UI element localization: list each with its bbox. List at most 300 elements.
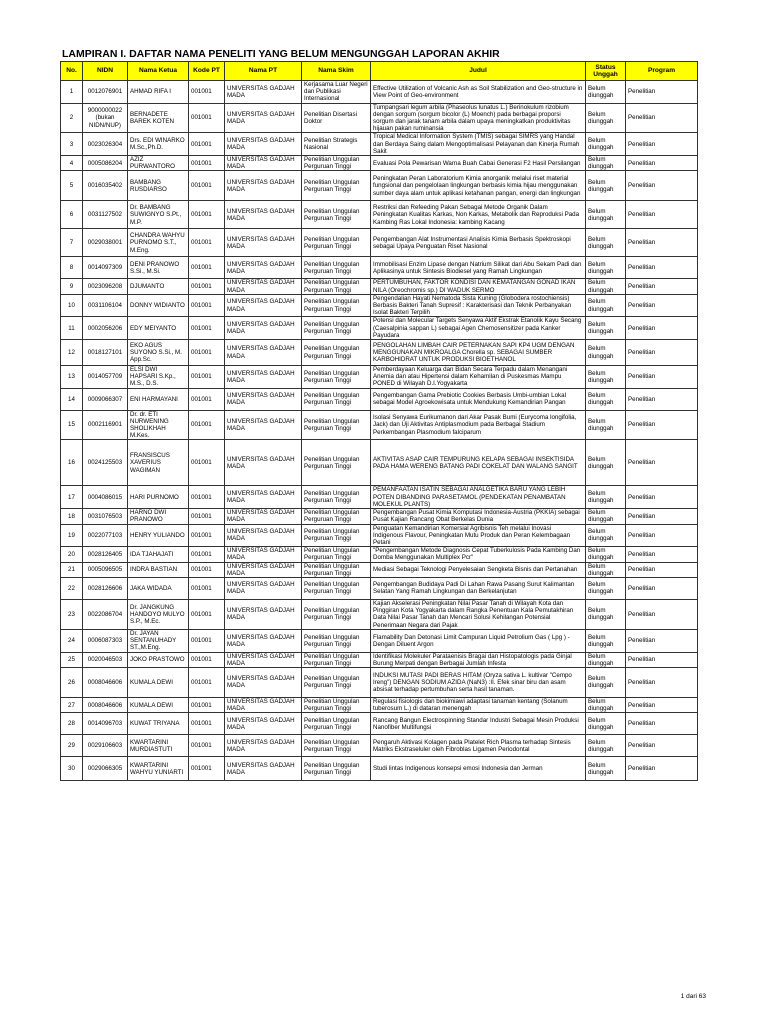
cell-nama-ketua: Dr. JANGKUNG HANDOYO MULYO S.P., M.Ec. — [128, 599, 189, 629]
cell-nama-skim: Penelitian Unggulan Perguruan Tinggi — [302, 697, 371, 712]
cell-kode-pt: 001001 — [189, 317, 225, 340]
cell-nidn: 0028126606 — [83, 577, 128, 599]
cell-nama-ketua: DENI PRANOWO S.Si., M.Si. — [128, 257, 189, 279]
cell-status: Belum diunggah — [586, 652, 626, 667]
cell-judul: Evaluasi Pola Pewarisan Warna Buah Cabai Generasi F2 Hasil Persilangan — [371, 156, 586, 171]
table-row — [61, 340, 698, 366]
table-row — [61, 81, 698, 104]
cell-kode-pt: 001001 — [189, 229, 225, 257]
cell-kode-pt: 001001 — [189, 294, 225, 317]
cell-nidn: 0023096208 — [83, 279, 128, 294]
table-row — [61, 171, 698, 201]
table-row — [61, 524, 698, 547]
cell-nidn: 9000000022 (bukan NIDN/NUP) — [83, 103, 128, 133]
cell-program: Penelitian — [626, 697, 698, 712]
cell-nama-ketua: HARI PURNOMO — [128, 486, 189, 509]
cell-no: 1 — [61, 81, 83, 104]
cell-no: 13 — [61, 366, 83, 389]
cell-no: 19 — [61, 524, 83, 547]
cell-no: 27 — [61, 697, 83, 712]
cell-status: Belum diunggah — [586, 757, 626, 781]
cell-no: 16 — [61, 440, 83, 486]
cell-nama-ketua: EKO AGUS SUYONO S.Si., M. App.Sc. — [128, 340, 189, 366]
cell-status: Belum diunggah — [586, 562, 626, 577]
cell-nama-skim: Penelitian Disertasi Doktor — [302, 103, 371, 133]
cell-judul: Immobilisasi Enzim Lipase dengan Natrium Silikat dari Abu Sekam Padi dan Aplikasinya untuk Sintesis Biodiesel yang Ramah Lingkungan — [371, 257, 586, 279]
cell-judul: Rancang Bangun Electrospinning Standar Industri Sebagai Mesin Produksi Nanofiber Multifungsi — [371, 713, 586, 735]
cell-judul: Pengembangan Budidaya Padi Di Lahan Rawa Pasang Surut Kalimantan Selatan Yang Ramah Lingkungan dan Berkelanjutan — [371, 577, 586, 599]
cell-no: 4 — [61, 156, 83, 171]
cell-program: Penelitian — [626, 103, 698, 133]
cell-nama-pt: UNIVERSITAS GADJAH MADA — [225, 81, 302, 104]
cell-status: Belum diunggah — [586, 629, 626, 652]
cell-nama-pt: UNIVERSITAS GADJAH MADA — [225, 388, 302, 410]
cell-program: Penelitian — [626, 366, 698, 389]
cell-nidn: 0024125503 — [83, 440, 128, 486]
cell-nidn: 0014057709 — [83, 366, 128, 389]
cell-nidn: 0031106104 — [83, 294, 128, 317]
cell-program: Penelitian — [626, 81, 698, 104]
cell-nama-ketua: IDA TJAHAJATI — [128, 547, 189, 562]
cell-kode-pt: 001001 — [189, 340, 225, 366]
cell-judul: Isolasi Senyawa Eurikumanon dari Akar Pasak Bumi (Eurycoma longifolia, Jack) dan Uji Aktivitas Antiplasmodium pada Berbagai Stadium Perkembangan Plasmodium falciparum — [371, 410, 586, 440]
cell-judul: INDUKSI MUTASI PADI BERAS HITAM (Oryza sativa L. kultivar "Cempo Ireng") DENGAN SODIUM AZIDA (NaN3) :II. Efek sinar biru dan asam absisat terhadap pertumbuhan serta hasil tanaman. — [371, 667, 586, 697]
cell-nama-ketua: BAMBANG RUSDIARSO — [128, 171, 189, 201]
cell-nama-pt: UNIVERSITAS GADJAH MADA — [225, 366, 302, 389]
cell-nama-ketua: EDY MEIYANTO — [128, 317, 189, 340]
cell-nama-skim: Penelitian Unggulan Perguruan Tinggi — [302, 577, 371, 599]
header-col-nama-skim: Nama Skim — [302, 62, 371, 81]
table-row — [61, 509, 698, 524]
table-row — [61, 735, 698, 757]
table-body — [61, 81, 698, 781]
header-col-nidn: NIDN — [83, 62, 128, 81]
cell-status: Belum diunggah — [586, 103, 626, 133]
cell-judul: PERTUMBUHAN, FAKTOR KONDISI DAN KEMATANGAN GONAD IKAN NILA (Oreochromis sp.) DI WADUK SERMO — [371, 279, 586, 294]
header-col-nama-pt: Nama PT — [225, 62, 302, 81]
cell-nidn: 0023026304 — [83, 133, 128, 156]
cell-nama-pt: UNIVERSITAS GADJAH MADA — [225, 547, 302, 562]
cell-program: Penelitian — [626, 257, 698, 279]
cell-no: 12 — [61, 340, 83, 366]
cell-judul: PENGOLAHAN LIMBAH CAIR PETERNAKAN SAPI KP4 UGM DENGAN MENGGUNAKAN MIKROALGA Chorella sp. SEBAGAI SUMBER KARBOHIDRAT UNTUK PRODUKSI BIOETHANOL — [371, 340, 586, 366]
cell-nama-skim: Penelitian Unggulan Perguruan Tinggi — [302, 257, 371, 279]
header-col-kode-pt: Kode PT — [189, 62, 225, 81]
cell-nama-pt: UNIVERSITAS GADJAH MADA — [225, 629, 302, 652]
cell-nama-skim: Penelitian Unggulan Perguruan Tinggi — [302, 735, 371, 757]
cell-nama-pt: UNIVERSITAS GADJAH MADA — [225, 577, 302, 599]
cell-program: Penelitian — [626, 410, 698, 440]
cell-no: 28 — [61, 713, 83, 735]
table-row — [61, 440, 698, 486]
cell-nama-ketua: Dr. JAYAN SENTANUHADY ST.,M.Eng. — [128, 629, 189, 652]
cell-nama-pt: UNIVERSITAS GADJAH MADA — [225, 509, 302, 524]
cell-program: Penelitian — [626, 294, 698, 317]
cell-kode-pt: 001001 — [189, 547, 225, 562]
cell-judul: Effective Utilization of Volcanic Ash as Soil Stabilization and Geo-structure in View Point of Geo-environment — [371, 81, 586, 104]
cell-status: Belum diunggah — [586, 486, 626, 509]
cell-nama-ketua: Dr. BAMBANG SUWIGNYO S.Pt., M.P. — [128, 201, 189, 229]
cell-nama-ketua: AZIZ PURWANTORO — [128, 156, 189, 171]
table-row — [61, 547, 698, 562]
cell-judul: Pengendalian Hayati Nematoda Sista Kuning (Globodera rostochiensis) Berbasis Bakteri Tanah Supresif : Karakterisasi dan Teknik Perbanyakan Isolat Bakteri Terpilih — [371, 294, 586, 317]
table-row — [61, 599, 698, 629]
cell-nama-pt: UNIVERSITAS GADJAH MADA — [225, 599, 302, 629]
header-col-judul: Judul — [371, 62, 586, 81]
report-table — [60, 61, 698, 781]
cell-kode-pt: 001001 — [189, 735, 225, 757]
cell-nidn: 0008046606 — [83, 667, 128, 697]
cell-nama-skim: Penelitian Unggulan Perguruan Tinggi — [302, 171, 371, 201]
cell-judul: Pengembangan Pusat Kimia Komputasi Indonesia-Austria (PKKIA) sebagai Pusat Kajian Rancang Obat Berkelas Dunia — [371, 509, 586, 524]
cell-nama-skim: Penelitian Unggulan Perguruan Tinggi — [302, 486, 371, 509]
cell-nama-pt: UNIVERSITAS GADJAH MADA — [225, 340, 302, 366]
cell-nama-skim: Penelitian Unggulan Perguruan Tinggi — [302, 757, 371, 781]
table-row — [61, 486, 698, 509]
cell-program: Penelitian — [626, 667, 698, 697]
cell-kode-pt: 001001 — [189, 279, 225, 294]
table-row — [61, 366, 698, 389]
table-row — [61, 201, 698, 229]
cell-no: 11 — [61, 317, 83, 340]
cell-status: Belum diunggah — [586, 294, 626, 317]
cell-status: Belum diunggah — [586, 577, 626, 599]
cell-no: 8 — [61, 257, 83, 279]
cell-nidn: 0006087303 — [83, 629, 128, 652]
cell-status: Belum diunggah — [586, 317, 626, 340]
cell-nama-ketua: Drs. EDI WINARKO M.Sc.,Ph.D. — [128, 133, 189, 156]
cell-nama-ketua: KWARTARINI MURDIASTUTI — [128, 735, 189, 757]
cell-nidn: 0031127502 — [83, 201, 128, 229]
table-row — [61, 103, 698, 133]
cell-no: 14 — [61, 388, 83, 410]
cell-nama-ketua: DJUMANTO — [128, 279, 189, 294]
cell-kode-pt: 001001 — [189, 486, 225, 509]
cell-program: Penelitian — [626, 279, 698, 294]
cell-nidn: 0008046606 — [83, 697, 128, 712]
cell-judul: Pengembangan Alat Instrumentasi Analisis Kimia Berbasis Spektroskopi sebagai Upaya Penguatan Riset Nasional — [371, 229, 586, 257]
cell-nama-pt: UNIVERSITAS GADJAH MADA — [225, 156, 302, 171]
cell-kode-pt: 001001 — [189, 201, 225, 229]
cell-nidn: 0012076901 — [83, 81, 128, 104]
cell-nama-skim: Penelitian Unggulan Perguruan Tinggi — [302, 509, 371, 524]
cell-status: Belum diunggah — [586, 156, 626, 171]
cell-nama-skim: Penelitian Unggulan Perguruan Tinggi — [302, 156, 371, 171]
cell-kode-pt: 001001 — [189, 103, 225, 133]
header-col-status-unggah: Status Unggah — [586, 62, 626, 81]
cell-kode-pt: 001001 — [189, 388, 225, 410]
cell-judul: Restriksi dan Refeeding Pakan Sebagai Metode Organik Dalam Peningkatan Kualitas Karkas, Non Karkas, Metabolik dan Reproduksi Pada Kambing Ras Lokal Indonesia: kambing Kacang — [371, 201, 586, 229]
cell-nama-ketua: JOKO PRASTOWO — [128, 652, 189, 667]
cell-nama-pt: UNIVERSITAS GADJAH MADA — [225, 652, 302, 667]
cell-no: 5 — [61, 171, 83, 201]
cell-no: 29 — [61, 735, 83, 757]
table-header-row — [61, 62, 698, 81]
cell-nama-ketua: Dr. dr. ETI NURWENING SHOLIKHAH M.Kes. — [128, 410, 189, 440]
cell-nama-pt: UNIVERSITAS GADJAH MADA — [225, 257, 302, 279]
cell-status: Belum diunggah — [586, 257, 626, 279]
cell-nidn: 0029106603 — [83, 735, 128, 757]
cell-program: Penelitian — [626, 171, 698, 201]
cell-no: 25 — [61, 652, 83, 667]
cell-program: Penelitian — [626, 201, 698, 229]
cell-nidn: 0029066305 — [83, 757, 128, 781]
cell-status: Belum diunggah — [586, 547, 626, 562]
cell-status: Belum diunggah — [586, 524, 626, 547]
table-row — [61, 317, 698, 340]
cell-nama-ketua: ELSI DWI HAPSARI S.Kp., M.S., D.S. — [128, 366, 189, 389]
table-row — [61, 629, 698, 652]
cell-judul: Flamability Dan Detonasi Limit Campuran Liquid Petrolium Gas ( Lpg ) - Dengan Diluent Argon — [371, 629, 586, 652]
cell-nama-skim: Penelitian Unggulan Perguruan Tinggi — [302, 440, 371, 486]
cell-program: Penelitian — [626, 509, 698, 524]
table-row — [61, 133, 698, 156]
header-col-program: Program — [626, 62, 698, 81]
cell-nama-skim: Kerjasama Luar Negeri dan Publikasi Internasional — [302, 81, 371, 104]
cell-nama-ketua: CHANDRA WAHYU PURNOMO S.T., M.Eng. — [128, 229, 189, 257]
cell-nidn: 0014097309 — [83, 257, 128, 279]
cell-status: Belum diunggah — [586, 697, 626, 712]
cell-nama-pt: UNIVERSITAS GADJAH MADA — [225, 410, 302, 440]
cell-nama-pt: UNIVERSITAS GADJAH MADA — [225, 229, 302, 257]
cell-judul: Studi lintas Indigenous konsepsi emosi Indonesia dan Jerman — [371, 757, 586, 781]
cell-nama-pt: UNIVERSITAS GADJAH MADA — [225, 562, 302, 577]
cell-no: 7 — [61, 229, 83, 257]
cell-nama-pt: UNIVERSITAS GADJAH MADA — [225, 279, 302, 294]
cell-judul: Mediasi Sebagai Teknologi Penyelesaian Sengketa Bisnis dan Pertanahan — [371, 562, 586, 577]
cell-nama-skim: Penelitian Unggulan Perguruan Tinggi — [302, 410, 371, 440]
cell-nidn: 0022086704 — [83, 599, 128, 629]
cell-no: 24 — [61, 629, 83, 652]
cell-no: 17 — [61, 486, 83, 509]
cell-nama-skim: Penelitian Unggulan Perguruan Tinggi — [302, 547, 371, 562]
cell-status: Belum diunggah — [586, 366, 626, 389]
cell-nama-ketua: BERNADETE BAREK KOTEN — [128, 103, 189, 133]
cell-nama-skim: Penelitian Unggulan Perguruan Tinggi — [302, 366, 371, 389]
table-row — [61, 667, 698, 697]
cell-nama-pt: UNIVERSITAS GADJAH MADA — [225, 697, 302, 712]
cell-nama-ketua: KUMALA DEWI — [128, 667, 189, 697]
cell-status: Belum diunggah — [586, 340, 626, 366]
cell-nama-ketua: AHMAD RIFA I — [128, 81, 189, 104]
cell-nidn: 0031076503 — [83, 509, 128, 524]
cell-nama-skim: Penelitian Unggulan Perguruan Tinggi — [302, 652, 371, 667]
cell-nama-ketua: KWARTARINI WAHYU YUNIARTI — [128, 757, 189, 781]
cell-nama-skim: Penelitian Unggulan Perguruan Tinggi — [302, 713, 371, 735]
table-row — [61, 294, 698, 317]
cell-nama-pt: UNIVERSITAS GADJAH MADA — [225, 103, 302, 133]
cell-nama-skim: Penelitian Unggulan Perguruan Tinggi — [302, 317, 371, 340]
cell-nama-ketua: INDRA BASTIAN — [128, 562, 189, 577]
table-row — [61, 257, 698, 279]
table-row — [61, 156, 698, 171]
cell-kode-pt: 001001 — [189, 697, 225, 712]
cell-judul: Penguatan Kemandirian Komersial Agribisnis Teh melalui Inovasi Indigenous Flavour, Peningkatan Mutu Produk dan Peran Kelembagaan Petani — [371, 524, 586, 547]
cell-nama-skim: Penelitian Unggulan Perguruan Tinggi — [302, 294, 371, 317]
cell-kode-pt: 001001 — [189, 667, 225, 697]
cell-status: Belum diunggah — [586, 509, 626, 524]
cell-no: 3 — [61, 133, 83, 156]
cell-nidn: 0002116901 — [83, 410, 128, 440]
cell-nama-ketua: KUWAT TRIYANA — [128, 713, 189, 735]
cell-status: Belum diunggah — [586, 171, 626, 201]
cell-nidn: 0018127101 — [83, 340, 128, 366]
cell-status: Belum diunggah — [586, 81, 626, 104]
cell-nidn: 0009066307 — [83, 388, 128, 410]
cell-status: Belum diunggah — [586, 388, 626, 410]
table-row — [61, 229, 698, 257]
cell-program: Penelitian — [626, 652, 698, 667]
table-row — [61, 388, 698, 410]
cell-program: Penelitian — [626, 486, 698, 509]
table-row — [61, 713, 698, 735]
cell-no: 15 — [61, 410, 83, 440]
cell-nama-ketua: HARNO DWI PRANOWO — [128, 509, 189, 524]
cell-status: Belum diunggah — [586, 735, 626, 757]
cell-program: Penelitian — [626, 156, 698, 171]
cell-no: 18 — [61, 509, 83, 524]
cell-nama-skim: Penelitian Unggulan Perguruan Tinggi — [302, 388, 371, 410]
cell-kode-pt: 001001 — [189, 652, 225, 667]
cell-no: 22 — [61, 577, 83, 599]
cell-nama-pt: UNIVERSITAS GADJAH MADA — [225, 294, 302, 317]
cell-no: 23 — [61, 599, 83, 629]
cell-judul: Regulasi fisiologis dan biokimiawi adaptasi tanaman kentang (Solanum tuberosum L.) di dataran menengah — [371, 697, 586, 712]
table-row — [61, 577, 698, 599]
cell-nidn: 0005096505 — [83, 562, 128, 577]
page-number: 1 dari 63 — [680, 993, 706, 1000]
cell-kode-pt: 001001 — [189, 713, 225, 735]
cell-nama-pt: UNIVERSITAS GADJAH MADA — [225, 757, 302, 781]
table-row — [61, 697, 698, 712]
cell-nama-ketua: JAKA WIDADA — [128, 577, 189, 599]
cell-nama-skim: Penelitian Strategis Nasional — [302, 133, 371, 156]
cell-nama-skim: Penelitian Unggulan Perguruan Tinggi — [302, 524, 371, 547]
cell-kode-pt: 001001 — [189, 524, 225, 547]
cell-program: Penelitian — [626, 713, 698, 735]
header-col-nama-ketua: Nama Ketua — [128, 62, 189, 81]
cell-no: 26 — [61, 667, 83, 697]
cell-judul: Kajian Akselerasi Peningkatan Nilai Pasar Tanah di Wilayah Kota dan Pinggiran Kota Yogyakarta dalam Rangka Penentuan Kala Pemutakhiran Data Nilai Pasar Tanah dan Mencari Solusi Kehilangan Potensial Penerimaan Negara dari Pajak — [371, 599, 586, 629]
cell-no: 20 — [61, 547, 83, 562]
cell-no: 6 — [61, 201, 83, 229]
cell-kode-pt: 001001 — [189, 410, 225, 440]
cell-nama-pt: UNIVERSITAS GADJAH MADA — [225, 667, 302, 697]
cell-nidn: 0022077103 — [83, 524, 128, 547]
cell-nama-pt: UNIVERSITAS GADJAH MADA — [225, 317, 302, 340]
cell-nama-skim: Penelitian Unggulan Perguruan Tinggi — [302, 562, 371, 577]
cell-nama-pt: UNIVERSITAS GADJAH MADA — [225, 440, 302, 486]
cell-kode-pt: 001001 — [189, 366, 225, 389]
cell-kode-pt: 001001 — [189, 81, 225, 104]
cell-kode-pt: 001001 — [189, 629, 225, 652]
cell-nama-skim: Penelitian Unggulan Perguruan Tinggi — [302, 667, 371, 697]
cell-kode-pt: 001001 — [189, 133, 225, 156]
cell-judul: Potensi dan Molecular Targets Senyawa Aktif Ekstrak Etanolik Kayu Secang (Caesalpinia sappan L) sebagai Agen Chemosensitizer pada Kanker Payudara — [371, 317, 586, 340]
cell-program: Penelitian — [626, 599, 698, 629]
cell-program: Penelitian — [626, 757, 698, 781]
cell-program: Penelitian — [626, 317, 698, 340]
cell-judul: "Pengembangan Metode Diagnosis Cepat Tuberkulosis Pada Kambing Dan Domba Menggunakan Multiplex Pcr" — [371, 547, 586, 562]
cell-no: 2 — [61, 103, 83, 133]
cell-nama-ketua: ENI HARMAYANI — [128, 388, 189, 410]
table-row — [61, 562, 698, 577]
cell-nama-ketua: DONNY WIDIANTO — [128, 294, 189, 317]
cell-program: Penelitian — [626, 229, 698, 257]
cell-nidn: 0028126405 — [83, 547, 128, 562]
cell-nama-skim: Penelitian Unggulan Perguruan Tinggi — [302, 629, 371, 652]
cell-nama-pt: UNIVERSITAS GADJAH MADA — [225, 201, 302, 229]
cell-kode-pt: 001001 — [189, 599, 225, 629]
document-title: LAMPIRAN I. DAFTAR NAMA PENELITI YANG BELUM MENGUNGGAH LAPORAN AKHIR — [62, 48, 500, 60]
cell-nama-pt: UNIVERSITAS GADJAH MADA — [225, 524, 302, 547]
cell-kode-pt: 001001 — [189, 562, 225, 577]
cell-nama-skim: Penelitian Unggulan Perguruan Tinggi — [302, 279, 371, 294]
cell-nidn: 0002056206 — [83, 317, 128, 340]
cell-nama-pt: UNIVERSITAS GADJAH MADA — [225, 171, 302, 201]
cell-nama-pt: UNIVERSITAS GADJAH MADA — [225, 713, 302, 735]
cell-judul: Tropical Medical Information System (TMIS) sebagai SIMRS yang Handal dan Berdaya Saing dalam Mengoptimalisasi Pelayanan dan Kinerja Rumah Sakit — [371, 133, 586, 156]
cell-nama-skim: Penelitian Unggulan Perguruan Tinggi — [302, 599, 371, 629]
cell-judul: Pengaruh Aktivasi Kolagen pada Platelet Rich Plasma terhadap Sintesis Matriks Ekstraseluler oleh Fibroblas Ligamen Periodontal — [371, 735, 586, 757]
cell-program: Penelitian — [626, 440, 698, 486]
cell-status: Belum diunggah — [586, 279, 626, 294]
cell-nidn: 0016035402 — [83, 171, 128, 201]
cell-program: Penelitian — [626, 629, 698, 652]
cell-kode-pt: 001001 — [189, 156, 225, 171]
cell-nama-ketua: FRANSISCUS XAVERIUS WAGIMAN — [128, 440, 189, 486]
cell-nidn: 0004086015 — [83, 486, 128, 509]
cell-program: Penelitian — [626, 133, 698, 156]
cell-status: Belum diunggah — [586, 713, 626, 735]
cell-no: 10 — [61, 294, 83, 317]
cell-nama-pt: UNIVERSITAS GADJAH MADA — [225, 486, 302, 509]
cell-no: 21 — [61, 562, 83, 577]
cell-status: Belum diunggah — [586, 599, 626, 629]
cell-kode-pt: 001001 — [189, 440, 225, 486]
cell-program: Penelitian — [626, 547, 698, 562]
table-row — [61, 410, 698, 440]
cell-nidn: 0005086204 — [83, 156, 128, 171]
cell-program: Penelitian — [626, 340, 698, 366]
cell-nidn: 0020046503 — [83, 652, 128, 667]
table-row — [61, 652, 698, 667]
cell-judul: Identifikasi Molekuler Parataenisis Bragai dan Histopatologis pada Ginjal Burung Merpati dengan Berbagai Jumlah Infesta — [371, 652, 586, 667]
cell-kode-pt: 001001 — [189, 171, 225, 201]
cell-nama-ketua: KUMALA DEWI — [128, 697, 189, 712]
header-col-no: No. — [61, 62, 83, 81]
table-row — [61, 757, 698, 781]
cell-status: Belum diunggah — [586, 440, 626, 486]
table-row — [61, 279, 698, 294]
cell-status: Belum diunggah — [586, 201, 626, 229]
cell-nama-skim: Penelitian Unggulan Perguruan Tinggi — [302, 201, 371, 229]
cell-program: Penelitian — [626, 735, 698, 757]
cell-kode-pt: 001001 — [189, 577, 225, 599]
cell-status: Belum diunggah — [586, 410, 626, 440]
cell-judul: Peningkatan Peran Laboratorium Kimia anorganik melalui riset material fungsional dan pengelolaan lingkungan berbasis kimia hijau menggunakan sumber daya alam untuk aplikasi ketahanan pangan, energi dan lingkungan — [371, 171, 586, 201]
cell-nidn: 0014096703 — [83, 713, 128, 735]
cell-nama-ketua: HENRY YULIANDO — [128, 524, 189, 547]
cell-judul: Pemberdayaan Keluarga dan Bidan Secara Terpadu dalam Menangani Anemia dan atau Hipertensi dalam Kehamilan di Puskesmas Mampu PONED di Wilayah D.I.Yogyakarta — [371, 366, 586, 389]
cell-judul: Pengembangan Gama Prebiotic Cookies Berbasis Umbi-umbian Lokal sebagai Model Agroekowisata untuk Mendukung Kemandirian Pangan — [371, 388, 586, 410]
cell-kode-pt: 001001 — [189, 509, 225, 524]
cell-nama-skim: Penelitian Unggulan Perguruan Tinggi — [302, 340, 371, 366]
cell-program: Penelitian — [626, 577, 698, 599]
cell-program: Penelitian — [626, 524, 698, 547]
cell-judul: AKTIVITAS ASAP CAIR TEMPURUNG KELAPA SEBAGAI INSEKTISIDA PADA HAMA WERENG BATANG PADI COKELAT DAN WALANG SANGIT — [371, 440, 586, 486]
cell-judul: PEMANFAATAN ISATIN SEBAGAI ANALGETIKA BARU YANG LEBIH POTEN DIBANDING PARASETAMOL (PENDEKATAN PENAMBATAN MOLEKUL PLANTS) — [371, 486, 586, 509]
